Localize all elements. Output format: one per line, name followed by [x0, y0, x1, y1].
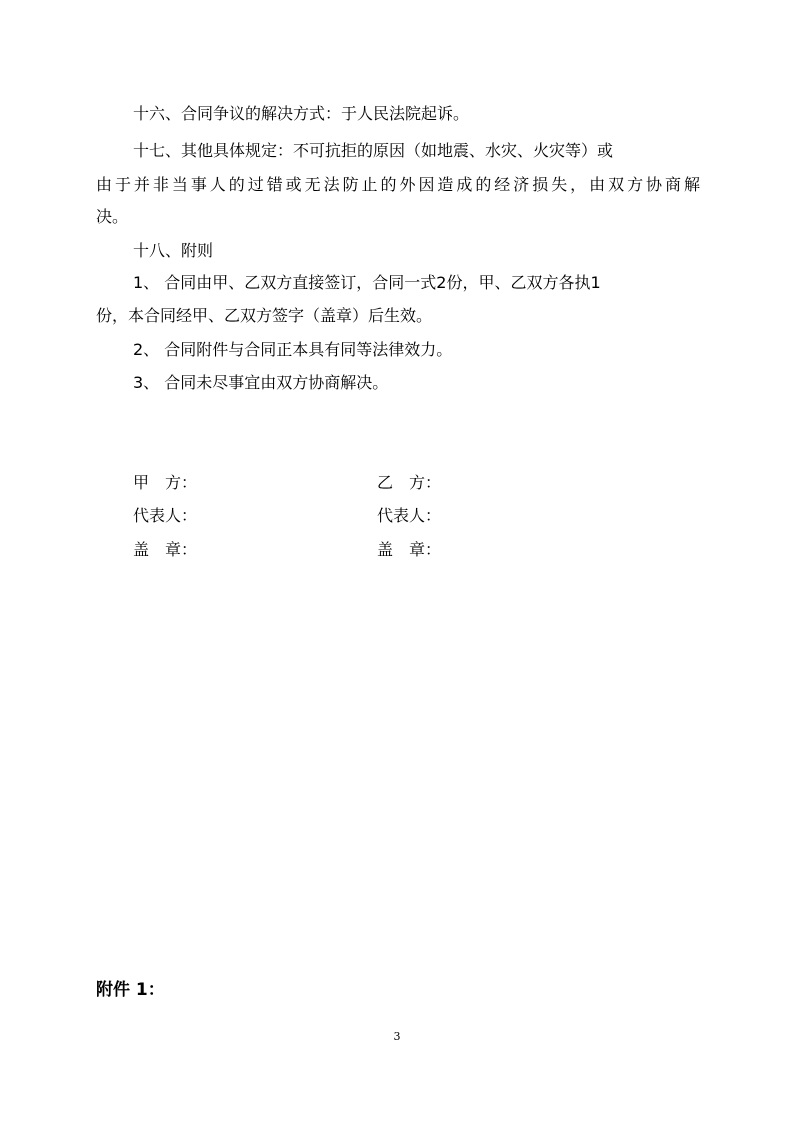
party-b-label: 乙 方：	[377, 473, 442, 492]
clause-18-title: 十八、附则	[133, 241, 214, 260]
clause-16: 十六、合同争议的解决方式：于人民法院起诉。	[133, 104, 470, 123]
clause-18-item-1-line-1: 1、 合同由甲、乙双方直接签订，合同一式2份，甲、乙双方各执1	[133, 273, 601, 292]
seal-b-label: 盖 章：	[377, 540, 442, 559]
representative-a-label: 代表人：	[133, 506, 198, 525]
clause-18-item-1-line-2: 份，本合同经甲、乙双方签字（盖章）后生效。	[96, 306, 433, 325]
page-number: 3	[393, 1030, 401, 1043]
seal-a-label: 盖 章：	[133, 540, 198, 559]
clause-18-item-3: 3、 合同未尽事宜由双方协商解决。	[133, 373, 389, 392]
clause-17-line-2: 由于并非当事人的过错或无法防止的外因造成的经济损失，由双方协商解	[96, 175, 700, 194]
attachment-heading: 附件 1：	[96, 980, 165, 1000]
representative-b-label: 代表人：	[377, 506, 442, 525]
clause-18-item-2: 2、 合同附件与合同正本具有同等法律效力。	[133, 340, 453, 359]
party-a-label: 甲 方：	[133, 473, 198, 492]
clause-17-line-3: 决。	[96, 207, 129, 226]
clause-17-line-1: 十七、其他具体规定：不可抗拒的原因（如地震、水灾、火灾等）或	[133, 141, 614, 160]
